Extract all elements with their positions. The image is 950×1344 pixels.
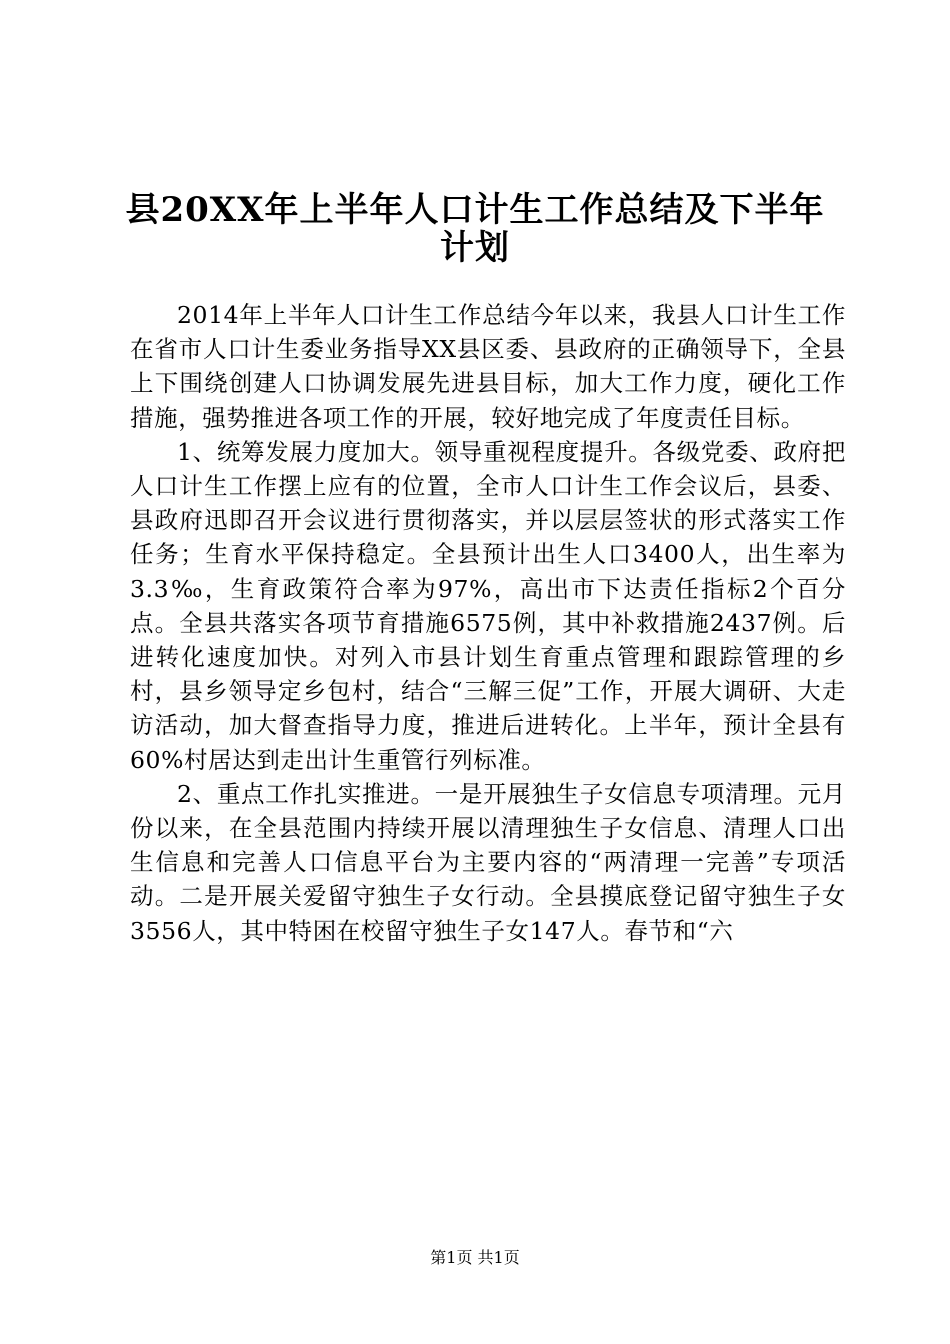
document-title-line-1: 县20XX年上半年人口计生工作总结及下半年	[125, 190, 825, 230]
document-title-line-2: 计划	[440, 228, 510, 268]
page-footer: 第1页 共1页	[430, 1248, 520, 1267]
body-paragraph: 2、重点工作扎实推进。一是开展独生子女信息专项清理。元月份以来，在全县范围内持续开展以清理独生子女信息、清理人口出生信息和完善人口信息平台为主要内容的“两清理一完善”专项活动。二是开展关爱留守独生子女行动。全县摸底登记留守独生子女3556人，其中特困在校留守独生子女147人。春节和“六	[130, 779, 846, 945]
body-paragraph: 2014年上半年人口计生工作总结今年以来，我县人口计生工作在省市人口计生委业务指导XX县区委、县政府的正确领导下，全县上下围绕创建人口协调发展先进县目标，加大工作力度，硬化工作措施，强势推进各项工作的开展，较好地完成了年度责任目标。	[130, 301, 846, 432]
body-paragraph: 1、统筹发展力度加大。领导重视程度提升。各级党委、政府把人口计生工作摆上应有的位置，全市人口计生工作会议后，县委、县政府迅即召开会议进行贯彻落实，并以层层签状的形式落实工作任务；生育水平保持稳定。全县预计出生人口3400人，出生率为3.3‰，生育政策符合率为97%，高出市下达责任指标2个百分点。全县共落实各项节育措施6575例，其中补救措施2437例。后进转化速度加快。对列入市县计划生育重点管理和跟踪管理的乡村，县乡领导定乡包村，结合“三解三促”工作，开展大调研、大走访活动，加大督查指导力度，推进后进转化。上半年，预计全县有60%村居达到走出计生重管行列标准。	[130, 437, 846, 774]
document-body	[130, 298, 846, 948]
